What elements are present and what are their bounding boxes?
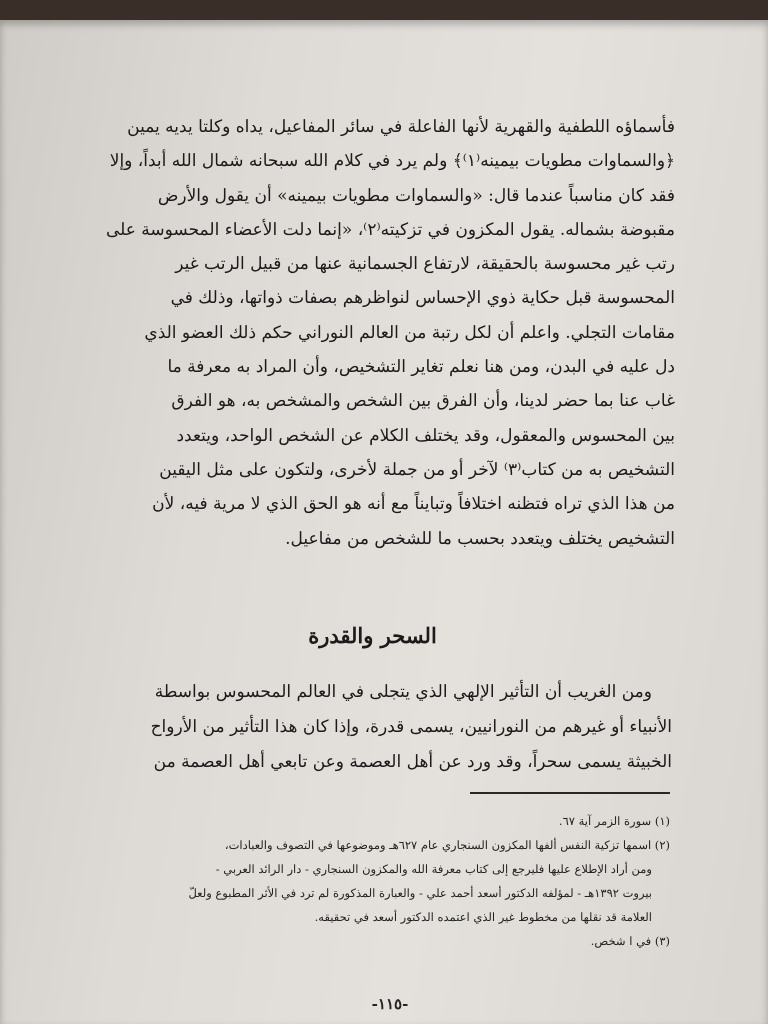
body-line: دل عليه في البدن، ومن هنا نعلم تغاير التشخيص، وأن المراد به معرفة ما	[167, 357, 675, 378]
body-line: غاب عنا بما حضر لدينا، وأن الفرق بين الشخص والمشخص به، هو الفرق	[171, 391, 675, 412]
body-text	[70, 110, 675, 556]
footnote-2-cont: بيروت ١٣٩٢هـ - لمؤلفه الدكتور أسعد أحمد علي - والعبارة المذكورة لم ترد في الأثر المطبوع ولعلّ	[188, 886, 652, 900]
body-line: من هذا الذي تراه فتظنه اختلافاً وتبايناً مع أنه هو الحق الذي لا مرية فيه، لأن	[152, 494, 675, 515]
footnote-1: (١) سورة الزمر آية ٦٧.	[558, 814, 670, 828]
section-line: الخبيثة يسمى سحراً، وقد ورد عن أهل العصمة وعن تابعي أهل العصمة من	[153, 752, 672, 772]
body-line: المحسوسة قبل حكاية ذوي الإحساس لنواظرهم بصفات ذواتها، وذلك في	[170, 288, 675, 309]
body-line: ﴿والسماوات مطويات بيمينه⁽١⁾﴾ ولم يرد في كلام الله سبحانه شمال الله أبداً، وإلا	[109, 151, 675, 172]
body-line: بين المحسوس والمعقول، وقد يختلف الكلام عن الشخص الواحد، ويتعدد	[176, 425, 675, 446]
section-line: الأنبياء أو غيرهم من النورانيين، يسمى قدرة، وإذا كان هذا التأثير من الأرواح	[150, 717, 672, 737]
body-line: فقد كان مناسباً عندما قال: «والسماوات مطويات بيمينه» أن يقول والأرض	[157, 185, 675, 206]
footnote-divider	[470, 792, 670, 794]
footnote-2: (٢) اسمها تزكية النفس ألفها المكزون السنجاري عام ٦٢٧هـ وموضوعها في التصوف والعبادات،	[224, 838, 670, 852]
section-text	[72, 675, 672, 780]
body-line: فأسماؤه اللطفية والقهرية لأنها الفاعلة في سائر المفاعيل، يداه وكلتا يديه يمين	[127, 117, 675, 137]
body-line: التشخيص به من كتاب⁽٣⁾ لآخر أو من جملة لأخرى، ولتكون على مثل اليقين	[159, 459, 675, 480]
section-heading: السحر والقدرة	[308, 623, 437, 648]
page-number: -١١٥-	[371, 995, 409, 1013]
footnotes	[72, 810, 670, 954]
body-line: مقبوضة بشماله. يقول المكزون في تزكيته⁽٢⁾، «إنما دلت الأعضاء المحسوسة على	[105, 219, 675, 240]
footnote-2-cont: ومن أراد الإطلاع عليها فليرجع إلى كتاب معرفة الله والمكزون السنجاري - دار الرائد العربي -	[215, 862, 652, 876]
footnote-3: (٣) في ا شخص.	[590, 934, 670, 948]
section-line: ومن الغريب أن التأثير الإلهي الذي يتجلى في العالم المحسوس بواسطة	[154, 682, 652, 702]
body-line: التشخيص يختلف ويتعدد بحسب ما للشخص من مفاعيل.	[285, 528, 675, 549]
body-line: رتب غير محسوسة بالحقيقة، لارتفاع الجسمانية عنها من قبيل الرتب غير	[175, 254, 675, 275]
body-line: مقامات التجلي. واعلم أن لكل رتبة من العالم النوراني حكم ذلك العضو الذي	[144, 322, 675, 343]
book-page	[0, 20, 768, 1024]
footnote-2-cont: العلامة قد نقلها من مخطوط غير الذي اعتمده الدكتور أسعد في تحقيقه.	[314, 910, 652, 924]
